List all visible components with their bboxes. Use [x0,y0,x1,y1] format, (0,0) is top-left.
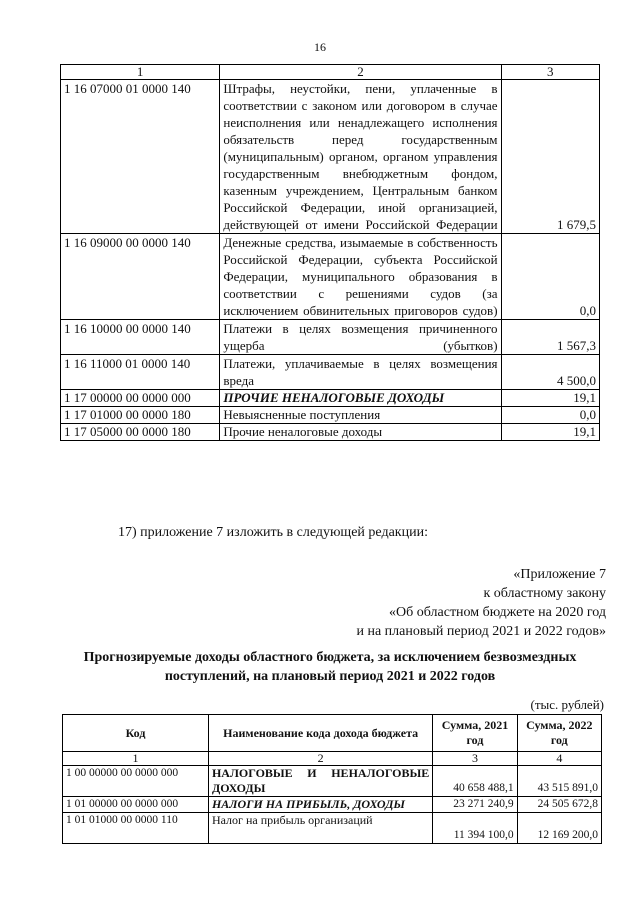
revenue-amount: 1 679,5 [501,80,599,234]
revenue-code: 1 16 09000 00 0000 140 [61,234,220,320]
document-title: Прогнозируемые доходы областного бюджета, за исключением безвозмездных поступлений, на плановый период 2021 и 2022 годов [83,650,577,684]
table-row [61,234,600,320]
column-number: 1 [61,65,220,80]
revenue-amount: 19,1 [501,390,599,407]
units-note: (тыс. рублей) [530,697,604,712]
column-number: 4 [517,752,601,766]
revenue-code: 1 16 10000 00 0000 140 [61,320,220,355]
revenue-name: Штрафы, неустойки, пени, уплаченные в соответствии с законом или договором в случае неисполнения или ненадлежащего исполнения обязательств перед государственным (муниципальным) органом, органом управления государственным внебюджетным фондом, казенным учреждением, Центральным банком Российской Федерации, иной организацией, действующей от имени Российской Федерации [220,80,501,234]
column-number: 2 [220,65,501,80]
revenue-name: Платежи, уплачиваемые в целях возмещения вреда [220,355,501,390]
sum-2022: 43 515 891,0 [517,766,601,797]
column-number-row [63,752,602,766]
column-number: 3 [501,65,599,80]
revenue-amount: 19,1 [501,424,599,441]
revenue-code: 1 16 11000 01 0000 140 [61,355,220,390]
revenue-name: Прочие неналоговые доходы [220,424,501,441]
sum-2022: 24 505 672,8 [517,797,601,813]
sum-2021: 23 271 240,9 [433,797,517,813]
table-row [63,797,602,813]
header-name: Наименование кода дохода бюджета [208,715,432,752]
revenue-code: 1 01 00000 00 0000 000 [63,797,209,813]
revenue-code: 1 16 07000 01 0000 140 [61,80,220,234]
revenue-name: ПРОЧИЕ НЕНАЛОГОВЫЕ ДОХОДЫ [220,390,501,407]
table-row [61,407,600,424]
sum-2021: 11 394 100,0 [433,813,517,844]
table-row [61,80,600,234]
page-number: 16 [314,40,326,54]
sum-2021: 40 658 488,1 [433,766,517,797]
table-row [63,766,602,797]
table-row [63,813,602,844]
header-row [63,715,602,752]
forecast-revenue-table [62,714,602,844]
column-number-row [61,65,600,80]
revenue-table-continued [60,64,600,441]
revenue-name: НАЛОГИ НА ПРИБЫЛЬ, ДОХОДЫ [208,797,432,813]
column-number: 2 [208,752,432,766]
revenue-code: 1 17 01000 00 0000 180 [61,407,220,424]
table-row [61,355,600,390]
revenue-name: Невыясненные поступления [220,407,501,424]
column-number: 3 [433,752,517,766]
sum-2022: 12 169 200,0 [517,813,601,844]
revenue-code: 1 00 00000 00 0000 000 [63,766,209,797]
revenue-amount: 4 500,0 [501,355,599,390]
revenue-name: Налог на прибыль организаций [208,813,432,844]
header-code: Код [63,715,209,752]
header-sum-2022: Сумма, 2022 год [517,715,601,752]
appendix-line: «Об областном бюджете на 2020 год [389,605,606,620]
appendix-line: к областному закону [483,586,606,601]
revenue-name: Платежи в целях возмещения причиненного ущерба (убытков) [220,320,501,355]
appendix-line: «Приложение 7 [513,567,606,582]
revenue-code: 1 17 05000 00 0000 180 [61,424,220,441]
column-number: 1 [63,752,209,766]
amendment-paragraph: 17) приложение 7 изложить в следующей редакции: [118,525,428,540]
revenue-amount: 0,0 [501,234,599,320]
revenue-code: 1 17 00000 00 0000 000 [61,390,220,407]
revenue-amount: 0,0 [501,407,599,424]
revenue-code: 1 01 01000 00 0000 110 [63,813,209,844]
revenue-amount: 1 567,3 [501,320,599,355]
table-row-group-total [61,390,600,407]
appendix-line: и на плановый период 2021 и 2022 годов» [356,624,606,639]
table-row [61,424,600,441]
table-row [61,320,600,355]
appendix-heading [356,565,606,641]
revenue-name: НАЛОГОВЫЕ И НЕНАЛОГОВЫЕ ДОХОДЫ [208,766,432,797]
revenue-name: Денежные средства, изымаемые в собственность Российской Федерации, субъекта Российской Федерации, муниципального образования в соответствии с решениями судов (за исключением обвинительных приговоров судов) [220,234,501,320]
header-sum-2021: Сумма, 2021 год [433,715,517,752]
